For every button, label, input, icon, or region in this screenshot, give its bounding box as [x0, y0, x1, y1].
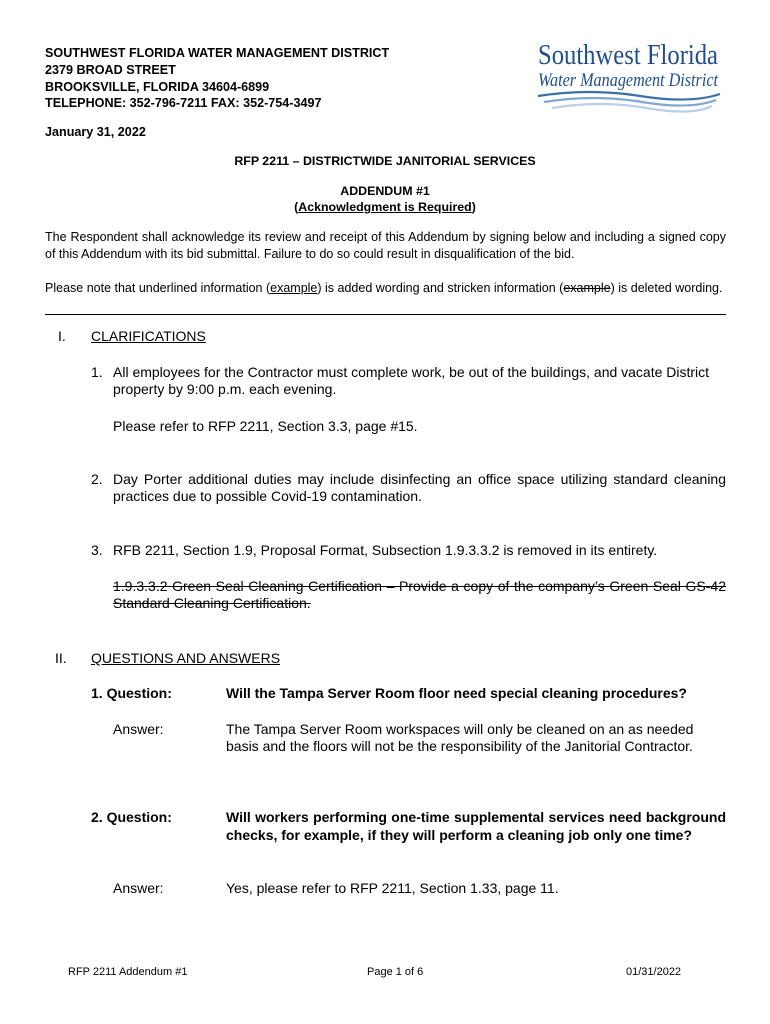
clarification-number: 1.: [91, 364, 103, 380]
addendum-label: ADDENDUM #1: [340, 184, 430, 198]
answer-text: The Tampa Server Room workspaces will only be cleaned on an as needed basis and the floors will not be the responsibility of the Janitorial Contractor.: [226, 721, 694, 754]
address-line: SOUTHWEST FLORIDA WATER MANAGEMENT DISTRICT: [45, 46, 390, 60]
address-line: BROOKSVILLE, FLORIDA 34604-6899: [45, 79, 270, 94]
note-paragraph: Please note that underlined information (example) is added wording and stricken information (example) is deleted wording.: [45, 281, 723, 295]
address-line: 2379 BROAD STREET: [45, 62, 176, 77]
stricken-example: example: [563, 281, 611, 295]
district-address: [45, 45, 389, 112]
acknowledgment-required: (Acknowledgment is Required): [294, 200, 476, 214]
intro-paragraph: The Respondent shall acknowledge its review and receipt of this Addendum by signing below and including a signed copy of this Addendum with its bid submittal. Failure to do so could result in disqualification of the bid.: [45, 230, 726, 261]
section-number: I.: [58, 328, 66, 344]
footer-document-name: RFP 2211 Addendum #1: [68, 966, 188, 978]
address-line: TELEPHONE: 352-796-7211 FAX: 352-754-3497: [45, 96, 322, 111]
section-number: II.: [55, 650, 67, 666]
logo-line2: Water Management District: [538, 70, 719, 91]
footer-page-number: Page 1 of 6: [367, 966, 424, 978]
clarification-text: Day Porter additional duties may include disinfecting an office space utilizing standard cleaning practices due to possible Covid-19 contamination.: [113, 471, 726, 504]
question-text: Will workers performing one-time supplemental services need background checks, for example, if they will perform a cleaning job only one time?: [226, 809, 726, 843]
stricken-subsection: 1.9.3.3.2 Green Seal Cleaning Certification – Provide a copy of the company’s Green Seal GS-42 Standard Cleaning Certification.: [113, 578, 726, 611]
acknowledgment-text: Acknowledgment is Required: [298, 200, 472, 214]
divider: [45, 314, 726, 315]
clarification-number: 3.: [91, 542, 103, 558]
clarification-number: 2.: [91, 471, 103, 487]
footer-date: 01/31/2022: [626, 966, 682, 978]
rfp-title: RFP 2211 – DISTRICTWIDE JANITORIAL SERVICES: [234, 154, 536, 168]
question-label: 2. Question:: [91, 809, 172, 825]
clarification-text: All employees for the Contractor must complete work, be out of the buildings, and vacate District property by 9:00 p.m. each evening.: [113, 364, 710, 397]
document-date: January 31, 2022: [45, 125, 146, 139]
question-label: 1. Question:: [91, 685, 172, 701]
answer-label: Answer:: [113, 880, 164, 896]
section-title-questions: QUESTIONS AND ANSWERS: [91, 650, 281, 666]
logo-line1: Southwest Florida: [538, 39, 719, 71]
underlined-example: example: [270, 281, 318, 295]
question-text: Will the Tampa Server Room floor need special cleaning procedures?: [226, 685, 687, 701]
clarification-reference: Please refer to RFP 2211, Section 3.3, page #15.: [113, 418, 418, 434]
answer-label: Answer:: [113, 721, 164, 737]
answer-text: Yes, please refer to RFP 2211, Section 1.33, page 11.: [226, 880, 559, 896]
district-logo: [530, 34, 730, 120]
section-title-clarifications: CLARIFICATIONS: [91, 328, 206, 344]
clarification-text: RFB 2211, Section 1.9, Proposal Format, Subsection 1.9.3.3.2 is removed in its entirety.: [113, 542, 658, 558]
